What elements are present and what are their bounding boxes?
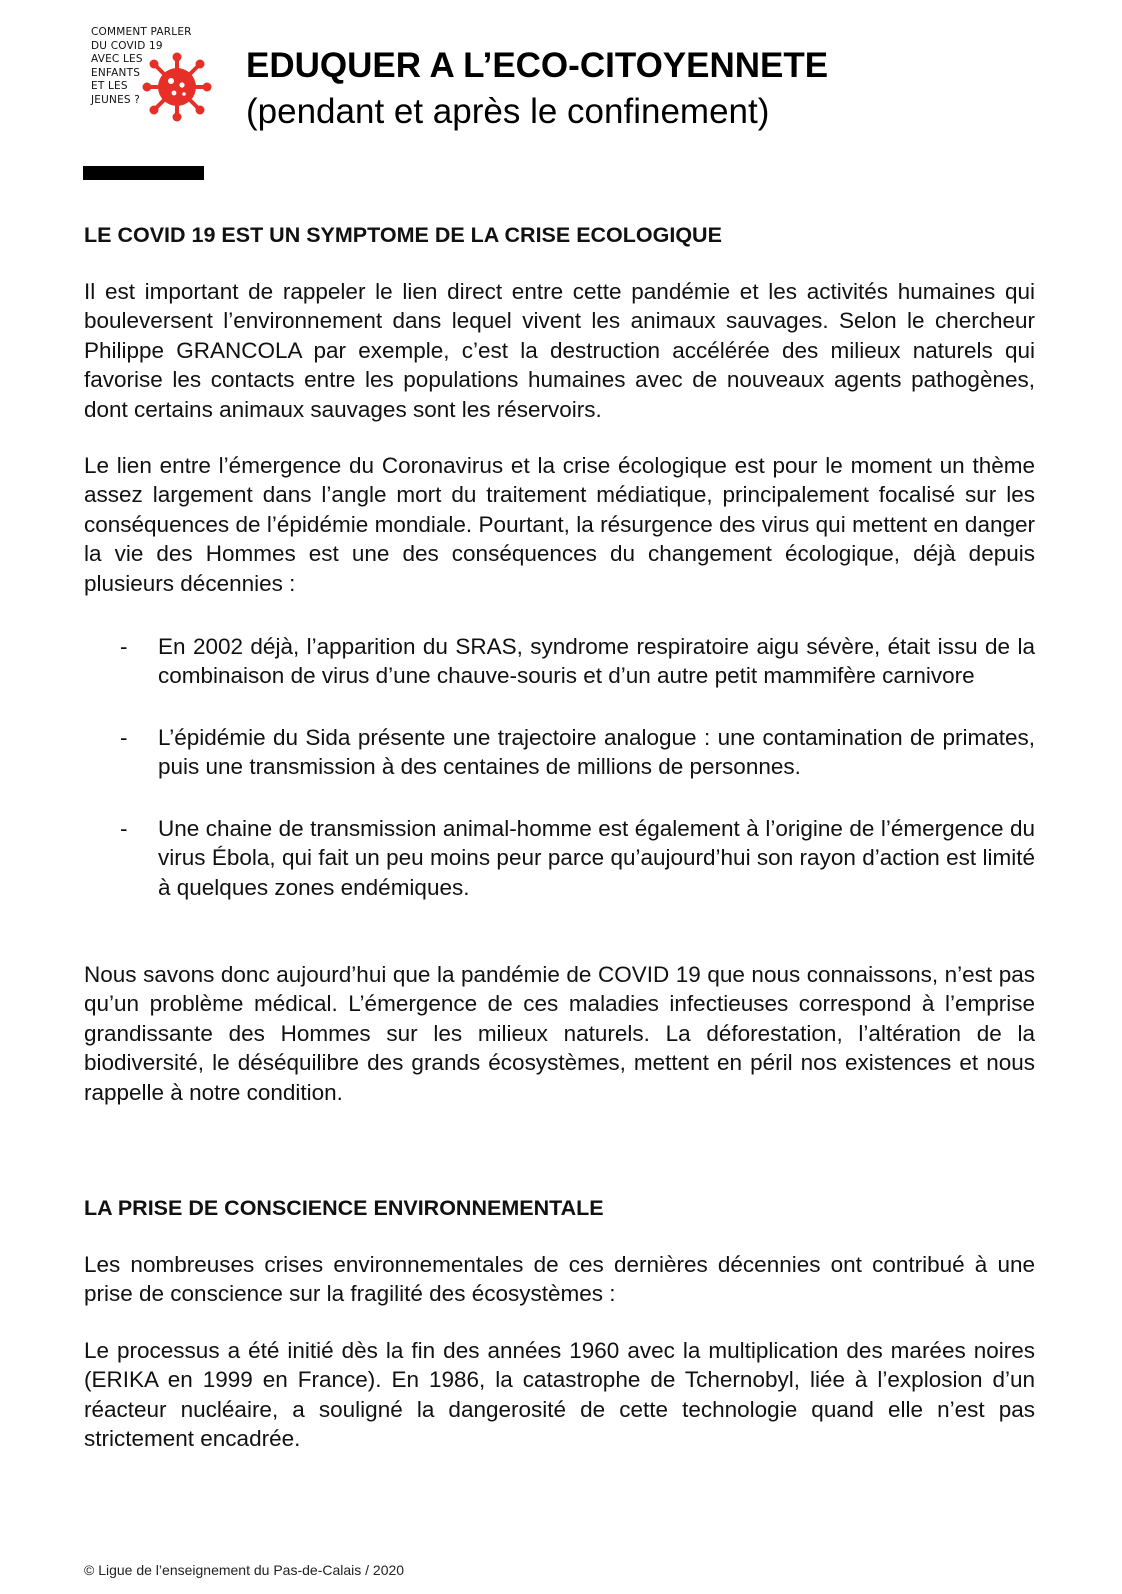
section-heading: LE COVID 19 EST UN SYMPTOME DE LA CRISE ECOLOGIQUE [84,223,722,247]
virus-icon [142,52,212,122]
logo-line: DU COVID 19 [91,39,163,52]
list-item-text: L’épidémie du Sida présente une trajectoire analogue : une contamination de primates, puis une transmission à des centaines de millions de personnes. [158,724,1035,780]
page-title: EDUQUER A L’ECO-CITOYENNETE [246,46,829,85]
logo-line: COMMENT PARLER [91,26,192,38]
bullet-marker: - [120,815,128,841]
bullet-list [84,632,1035,902]
page-subtitle: (pendant et après le confinement) [246,92,770,131]
paragraph: Les nombreuses crises environnementales de ces dernières décennies ont contribué à une prise de conscience sur la fragilité des écosystèmes : [84,1251,1035,1307]
paragraph: Nous savons donc aujourd’hui que la pandémie de COVID 19 que nous connaissons, n’est pas qu’un problème médical. L’émergence de ces maladies infectieuses correspond à l’emprise grandissante des Hommes sur les milieux naturels. La déforestation, l’altération de la biodiversité, le déséquilibre des grands écosystèmes, mettent en péril nos existences et nous rappelle à notre condition. [84,961,1035,1105]
list-item [84,723,1035,782]
logo-line: ENFANTS [91,66,141,79]
logo-line: ET LES [91,80,128,93]
paragraph: Le lien entre l’émergence du Coronavirus et la crise écologique est pour le moment un thème assez largement dans l’angle mort du traitement médiatique, principalement focalisé sur les conséquences de l’épidémie mondiale. Pourtant, la résurgence des virus qui mettent en danger la vie des Hommes est une des conséquences du changement écologique, déjà depuis plusieurs décennies : [84,453,1035,596]
footer-copyright: © Ligue de l’enseignement du Pas-de-Calais / 2020 [84,1562,405,1578]
list-item-text: Une chaine de transmission animal-homme est également à l’origine de l’émergence du virus Ébola, qui fait un peu moins peur parce qu’aujourd’hui son rayon d’action est limité à quelques zones endémiques. [158,815,1035,900]
section-heading: LA PRISE DE CONSCIENCE ENVIRONNEMENTALE [84,1195,604,1220]
paragraph: Le processus a été initié dès la fin des années 1960 avec la multiplication des marées noires (ERIKA en 1999 en France). En 1986, la catastrophe de Tchernobyl, liée à l’explosion d’un réacteur nucléaire, a souligné la dangerosité de cette technologie quand elle n’est pas strictement encadrée. [84,1337,1035,1451]
list-item [84,814,1035,902]
document-body [84,220,1035,1453]
bullet-marker: - [120,724,128,750]
bullet-marker: - [120,634,128,660]
logo-line: JEUNES ? [91,93,141,106]
logo-line: AVEC LES [91,53,143,66]
list-item-text: En 2002 déjà, l’apparition du SRAS, syndrome respiratoire aigu sévère, était issu de la combinaison de virus d’une chauve-souris et d’un autre petit mammifère carnivore [158,634,1035,689]
list-item [84,632,1035,691]
title-underline-bar [83,166,204,180]
paragraph: Il est important de rappeler le lien direct entre cette pandémie et les activités humaines qui bouleversent l’environnement dans lequel vivent les animaux sauvages. Selon le chercheur Philippe GRANCOLA par exemple, c’est la destruction accélérée des milieux naturels qui favorise les contacts entre les populations humaines avec de nouveaux agents pathogènes, dont certains animaux sauvages sont les réservoirs. [84,279,1035,422]
